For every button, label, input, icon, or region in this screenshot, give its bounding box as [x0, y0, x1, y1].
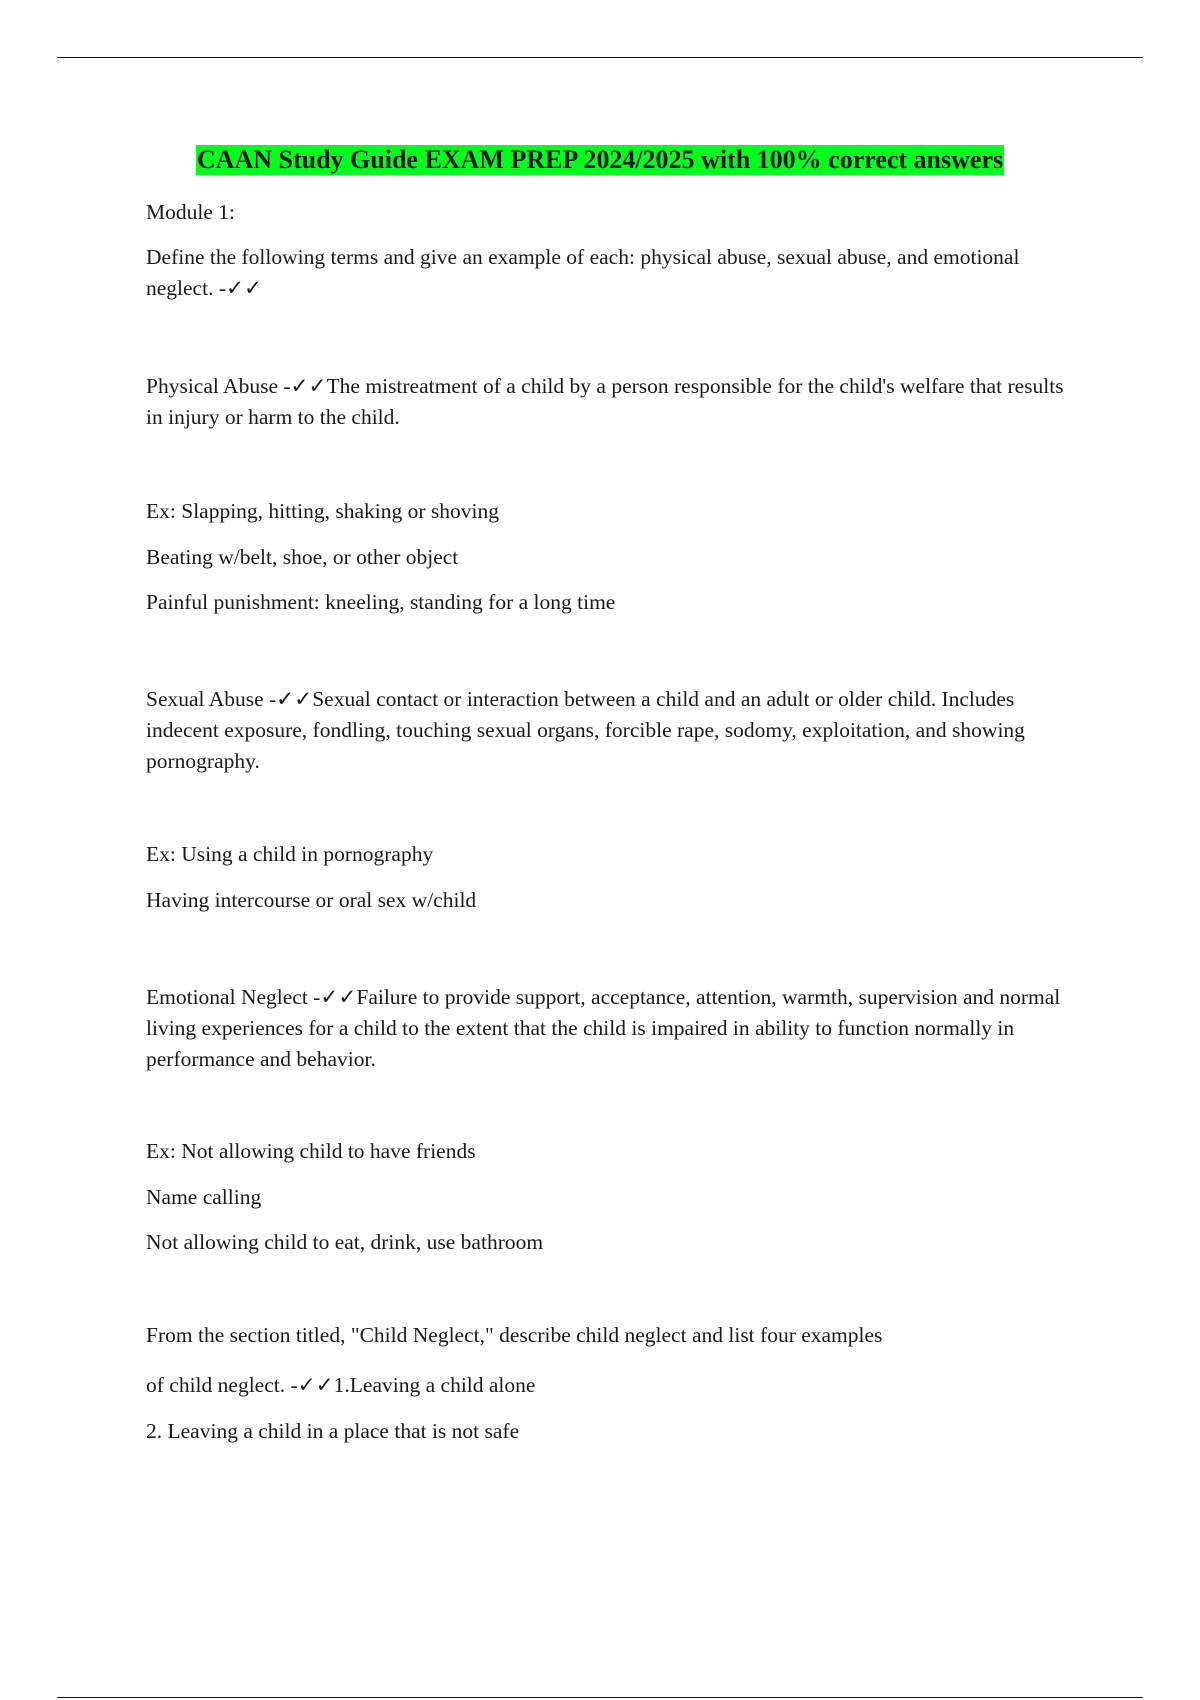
- physical-example-2: Beating w/belt, shoe, or other object: [146, 545, 459, 569]
- header-rule: [57, 57, 1143, 58]
- module-heading: Module 1:: [146, 200, 235, 224]
- emotional-example-2: Name calling: [146, 1185, 262, 1209]
- physical-abuse-definition: Physical Abuse -✓✓The mistreatment of a child by a person responsible for the child's welfare that results in injury or harm to the child.: [146, 374, 1064, 429]
- question-2-line-1: From the section titled, "Child Neglect," describe child neglect and list four examples: [146, 1323, 883, 1347]
- title-container: [0, 145, 1200, 175]
- emotional-example-1: Ex: Not allowing child to have friends: [146, 1139, 476, 1163]
- question-2-line-3: 2. Leaving a child in a place that is not safe: [146, 1419, 520, 1443]
- question-1: Define the following terms and give an example of each: physical abuse, sexual abuse, and emotional neglect. -✓✓: [146, 245, 1020, 300]
- emotional-neglect-definition: Emotional Neglect -✓✓Failure to provide support, acceptance, attention, warmth, supervision and normal living experiences for a child to the extent that the child is impaired in ability to function normally in performance and behavior.: [146, 985, 1061, 1071]
- emotional-example-3: Not allowing child to eat, drink, use bathroom: [146, 1230, 544, 1254]
- physical-example-1: Ex: Slapping, hitting, shaking or shoving: [146, 499, 499, 523]
- physical-example-3: Painful punishment: kneeling, standing for a long time: [146, 590, 616, 614]
- question-2-line-2: of child neglect. -✓✓1.Leaving a child alone: [146, 1373, 536, 1397]
- sexual-abuse-definition: Sexual Abuse -✓✓Sexual contact or interaction between a child and an adult or older child. Includes indecent exposure, fondling, touching sexual organs, forcible rape, sodomy, exploitation, and showing pornography.: [146, 687, 1025, 773]
- sexual-example-1: Ex: Using a child in pornography: [146, 842, 434, 866]
- document-title: CAAN Study Guide EXAM PREP 2024/2025 with 100% correct answers: [196, 145, 1004, 174]
- footer-rule: [57, 1697, 1143, 1698]
- sexual-example-2: Having intercourse or oral sex w/child: [146, 888, 477, 912]
